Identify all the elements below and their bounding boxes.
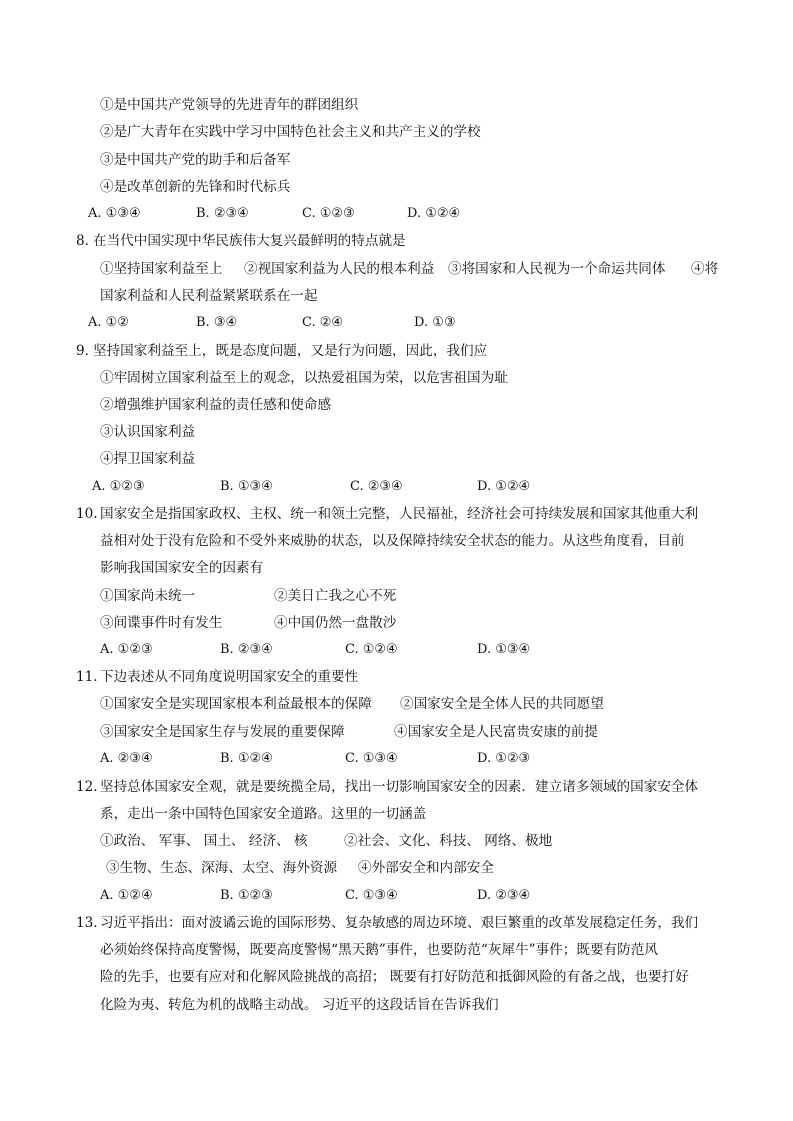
q10-stem-line-3: 影响我国国家安全的因素有 bbox=[100, 560, 264, 576]
q9-item-4: ④捍卫国家利益 bbox=[100, 451, 196, 467]
q8-stem: 在当代中国实现中华民族伟大复兴最鲜明的特点就是 bbox=[93, 233, 406, 249]
q9-option-c[interactable]: C. ②③④ bbox=[350, 479, 403, 494]
q10-stem-line-1: 国家安全是指国家政权、主权、统一和领土完整，人民福祉，经济社会可持续发展和国家其他重大利 bbox=[100, 506, 699, 522]
q12-option-a[interactable]: A. ①②④ bbox=[100, 888, 153, 903]
q13-stem-line-2: 必须始终保持高度警惕，既要高度警惕“黑天鹅”事件，也要防范“灰犀牛”事件；既要有防范风 bbox=[100, 942, 658, 958]
q8-item-4: ④将 bbox=[691, 261, 719, 277]
q7-option-b[interactable]: B. ②③④ bbox=[196, 206, 249, 221]
q9-option-b[interactable]: B. ①③④ bbox=[220, 479, 273, 494]
q9-option-d[interactable]: D. ①②④ bbox=[477, 479, 531, 494]
q9-number: 9. bbox=[76, 343, 89, 359]
q7-option-c[interactable]: C. ①②③ bbox=[302, 206, 355, 221]
q8-item-3: ③将国家和人民视为一个命运共同体 bbox=[448, 261, 666, 277]
q11-item-1: ①国家安全是实现国家根本利益最根本的保障 bbox=[100, 696, 372, 712]
q11-item-3: ③国家安全是国家生存与发展的重要保障 bbox=[100, 724, 345, 740]
q10-option-a[interactable]: A. ①②③ bbox=[100, 642, 153, 657]
q12-option-d[interactable]: D. ②③④ bbox=[477, 888, 531, 903]
q8-option-c[interactable]: C. ②④ bbox=[302, 315, 344, 330]
q12-item-4: ④外部安全和内部安全 bbox=[358, 860, 494, 876]
q10-stem-line-2: 益相对处于没有危险和不受外来威胁的状态，以及保障持续安全状态的能力。从这些角度看，目前 bbox=[100, 533, 685, 549]
q9-item-2: ②增强维护国家利益的责任感和使命感 bbox=[100, 397, 332, 413]
q8-item-4-cont: 国家利益和人民利益紧紧联系在一起 bbox=[100, 288, 318, 304]
q10-item-1: ①国家尚未统一 bbox=[100, 588, 196, 604]
q11-number: 11. bbox=[76, 669, 98, 685]
q12-option-b[interactable]: B. ①②③ bbox=[220, 888, 273, 903]
q12-item-3: ③生物、生态、深海、太空、海外资源 bbox=[106, 860, 338, 876]
q9-option-a[interactable]: A. ①②③ bbox=[92, 479, 145, 494]
q10-item-3: ③间谍事件时有发生 bbox=[100, 615, 223, 631]
q11-option-c[interactable]: C. ①③④ bbox=[345, 751, 398, 766]
q7-item-2: ②是广大青年在实践中学习中国特色社会主义和共产主义的学校 bbox=[100, 124, 481, 140]
q12-option-c[interactable]: C. ①③④ bbox=[345, 888, 398, 903]
q10-item-4: ④中国仍然一盘散沙 bbox=[274, 615, 397, 631]
q8-option-b[interactable]: B. ③④ bbox=[196, 315, 238, 330]
q12-item-2: ②社会、文化、科技、 网络、极地 bbox=[344, 833, 553, 849]
q10-number: 10. bbox=[76, 506, 98, 522]
q10-option-c[interactable]: C. ①②④ bbox=[345, 642, 398, 657]
q11-option-d[interactable]: D. ①②③ bbox=[477, 751, 531, 766]
q13-number: 13. bbox=[76, 915, 98, 931]
q13-stem-line-3: 险的先手，也要有应对和化解风险挑战的高招； 既要有打好防范和抵御风险的有备之战，也要打好 bbox=[100, 969, 689, 985]
q10-item-2: ②美日亡我之心不死 bbox=[274, 588, 397, 604]
q11-option-a[interactable]: A. ②③④ bbox=[100, 751, 153, 766]
q9-item-3: ③认识国家利益 bbox=[100, 424, 196, 440]
q8-item-2: ②视国家利益为人民的根本利益 bbox=[244, 261, 435, 277]
q11-item-2: ②国家安全是全体人民的共同愿望 bbox=[400, 696, 604, 712]
q10-option-d[interactable]: D. ①③④ bbox=[477, 642, 531, 657]
q8-option-d[interactable]: D. ①③ bbox=[414, 315, 456, 330]
q13-stem-line-4: 化险为夷、转危为机的战略主动战。 习近平的这段话旨在告诉我们 bbox=[100, 997, 499, 1013]
q10-option-b[interactable]: B. ②③④ bbox=[220, 642, 273, 657]
q11-option-b[interactable]: B. ①②④ bbox=[220, 751, 273, 766]
q11-stem: 下边表述从不同角度说明国家安全的重要性 bbox=[100, 669, 359, 685]
q8-number: 8. bbox=[76, 233, 89, 249]
q12-item-1: ①政治、 军事、 国土、 经济、 核 bbox=[100, 833, 308, 849]
q7-option-d[interactable]: D. ①②④ bbox=[407, 206, 461, 221]
q7-item-1: ①是中国共产党领导的先进青年的群团组织 bbox=[100, 97, 359, 113]
q7-option-a[interactable]: A. ①③④ bbox=[88, 206, 141, 221]
q8-item-1: ①坚持国家利益至上 bbox=[100, 261, 223, 277]
q12-stem-line-2: 系，走出一条中国特色国家安全道路。这里的一切涵盖 bbox=[100, 806, 427, 822]
q8-option-a[interactable]: A. ①② bbox=[88, 315, 129, 330]
q7-item-3: ③是中国共产党的助手和后备军 bbox=[100, 152, 291, 168]
q12-stem-line-1: 坚持总体国家安全观，就是要统揽全局，找出一切影响国家安全的因素．建立诸多领域的国家安全体 bbox=[100, 779, 699, 795]
q9-item-1: ①牢固树立国家利益至上的观念，以热爱祖国为荣，以危害祖国为耻 bbox=[100, 370, 508, 386]
q7-item-4: ④是改革创新的先锋和时代标兵 bbox=[100, 179, 291, 195]
q12-number: 12. bbox=[76, 779, 98, 795]
q9-stem: 坚持国家利益至上，既是态度问题，又是行为问题，因此，我们应 bbox=[93, 343, 488, 359]
q11-item-4: ④国家安全是人民富贵安康的前提 bbox=[394, 724, 598, 740]
q13-stem-line-1: 习近平指出：面对波谲云诡的国际形势、复杂敏感的周边环境、艰巨繁重的改革发展稳定任务，我们 bbox=[100, 915, 699, 931]
